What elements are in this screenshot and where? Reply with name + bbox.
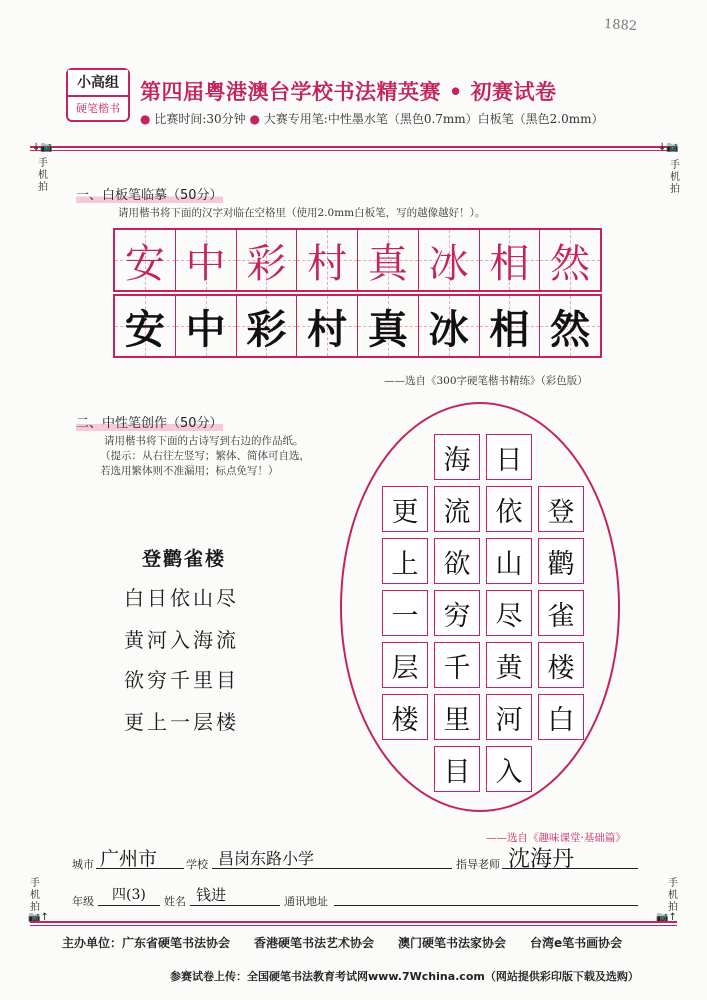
grade-underline (98, 905, 160, 906)
section1-heading: 一、白板笔临摹（50分） (76, 188, 223, 203)
footer-divider-thin (30, 925, 677, 926)
oval-char-cell[interactable]: 里 (434, 694, 480, 740)
oval-char-cell[interactable]: 河 (486, 694, 532, 740)
section1-instruction: 请用楷书将下面的汉字对临在空格里（使用2.0mm白板笔，写的越像越好！）。 (118, 207, 486, 219)
oval-char-cell[interactable]: 更 (382, 486, 428, 532)
oval-char-cell[interactable]: 白 (538, 694, 584, 740)
group-badge (66, 68, 130, 122)
title-main: 第四届粤港澳台学校书法精英赛 (140, 79, 441, 104)
name-underline (190, 905, 280, 906)
oval-char-cell[interactable]: 穷 (434, 590, 480, 636)
poem-line: 白日依山尽 (124, 586, 239, 610)
writing-char-cell[interactable]: 安 (115, 296, 176, 356)
exam-pens: 大赛专用笔:中性墨水笔（黑色0.7mm）白板笔（黑色2.0mm） (263, 112, 604, 126)
exam-time: 比赛时间:30分钟 (154, 112, 246, 126)
title-dot: • (448, 79, 463, 104)
writing-char-cell[interactable]: 相 (480, 296, 541, 356)
badge-group: 小高组 (68, 70, 128, 97)
organizers: 主办单位：广东省硬笔书法协会 香港硬笔书法艺术协会 澳门硬笔书法家协会 台湾e笔书画协会 (62, 936, 623, 950)
section2-source: ——选自《趣味课堂·基础篇》 (486, 832, 626, 844)
side-photo-label: 手机拍 (668, 878, 678, 913)
oval-char-cell[interactable]: 尽 (486, 590, 532, 636)
camera-icon: ↓📷 (32, 142, 53, 153)
teacher-underline (502, 868, 638, 869)
writing-char-cell[interactable]: 彩 (237, 296, 298, 356)
oval-char-cell[interactable]: 鹳 (538, 538, 584, 584)
oval-char-cell[interactable]: 黄 (486, 642, 532, 688)
poem-title: 登鹳雀楼 (142, 548, 227, 570)
title-suffix: 初赛试卷 (470, 79, 557, 104)
oval-char-cell[interactable]: 一 (382, 590, 428, 636)
school-label: 学校 (186, 858, 208, 871)
model-char-cell: 冰 (419, 230, 480, 290)
exam-info (140, 110, 604, 127)
section2-instruction-3: 若选用繁体则不准漏用；标点免写！） (100, 465, 279, 477)
writing-char-cell[interactable]: 村 (297, 296, 358, 356)
camera-icon: ↓📷 (658, 142, 679, 153)
oval-char-cell[interactable]: 入 (486, 746, 532, 792)
section1-source: ——选自《300字硬笔楷书精练》（彩色版） (384, 375, 588, 387)
city-underline (96, 868, 184, 869)
page-title (140, 76, 557, 106)
writing-char-cell[interactable]: 然 (540, 296, 600, 356)
header-divider (30, 146, 677, 148)
model-char-cell: 安 (115, 230, 176, 290)
name-label: 姓名 (164, 895, 186, 908)
name-value[interactable]: 钱进 (196, 886, 227, 904)
bullet-icon: ● (140, 112, 151, 126)
writing-characters-row[interactable] (113, 294, 602, 358)
badge-style: 硬笔楷书 (76, 102, 120, 115)
writing-char-cell[interactable]: 真 (358, 296, 419, 356)
model-char-cell: 然 (540, 230, 600, 290)
model-char-cell: 中 (176, 230, 237, 290)
camera-icon: 📷↑ (656, 912, 677, 923)
oval-char-cell[interactable]: 日 (486, 434, 532, 480)
oval-char-cell[interactable]: 楼 (538, 642, 584, 688)
oval-char-cell[interactable]: 楼 (382, 694, 428, 740)
corner-number: 1882 (603, 16, 638, 35)
oval-char-cell[interactable]: 海 (434, 434, 480, 480)
writing-char-cell[interactable]: 冰 (419, 296, 480, 356)
teacher-value[interactable]: 沈海丹 (508, 847, 575, 872)
oval-char-cell[interactable]: 雀 (538, 590, 584, 636)
model-char-cell: 相 (480, 230, 541, 290)
oval-char-cell[interactable]: 登 (538, 486, 584, 532)
bullet-icon: ● (249, 112, 260, 126)
grade-value[interactable]: 四(3) (112, 887, 146, 903)
school-value[interactable]: 昌岗东路小学 (218, 849, 315, 868)
oval-char-cell[interactable]: 依 (486, 486, 532, 532)
oval-char-cell[interactable]: 流 (434, 486, 480, 532)
oval-char-cell[interactable]: 欲 (434, 538, 480, 584)
grade-label: 年级 (72, 895, 94, 908)
upload-info[interactable]: 参赛试卷上传：全国硬笔书法教育考试网www.7Wchina.com（网站提供彩印版下载及选购） (170, 970, 639, 983)
oval-char-cell[interactable]: 目 (434, 746, 480, 792)
city-value[interactable]: 广州市 (100, 848, 158, 870)
oval-char-cell[interactable]: 千 (434, 642, 480, 688)
writing-char-cell[interactable]: 中 (176, 296, 237, 356)
model-char-cell: 彩 (237, 230, 298, 290)
poem-line: 欲穷千里目 (124, 668, 239, 692)
poem-line: 黄河入海流 (124, 628, 239, 652)
model-characters-row (113, 228, 602, 292)
footer-divider (30, 921, 677, 923)
section2-instruction-2: （提示：从右往左竖写；繁体、简体可自选， (100, 450, 310, 462)
side-photo-label: 手机拍 (38, 158, 48, 193)
side-photo-label: 手机拍 (670, 160, 680, 195)
oval-char-cell[interactable]: 层 (382, 642, 428, 688)
oval-char-cell[interactable]: 山 (486, 538, 532, 584)
address-label: 通讯地址 (284, 895, 328, 908)
section2-heading: 二、中性笔创作（50分） (76, 416, 223, 431)
school-underline (212, 868, 452, 869)
model-char-cell: 真 (358, 230, 419, 290)
camera-icon: 📷↑ (28, 912, 49, 923)
teacher-label: 指导老师 (456, 858, 500, 871)
oval-char-cell[interactable]: 上 (382, 538, 428, 584)
section2-instruction-1: 请用楷书将下面的古诗写到右边的作品纸。 (104, 435, 304, 447)
poem-line: 更上一层楼 (124, 710, 239, 734)
header-divider-thin (30, 150, 677, 151)
address-underline[interactable] (334, 905, 638, 906)
side-photo-label: 手机拍 (30, 878, 40, 913)
city-label: 城市 (72, 858, 94, 871)
model-char-cell: 村 (297, 230, 358, 290)
